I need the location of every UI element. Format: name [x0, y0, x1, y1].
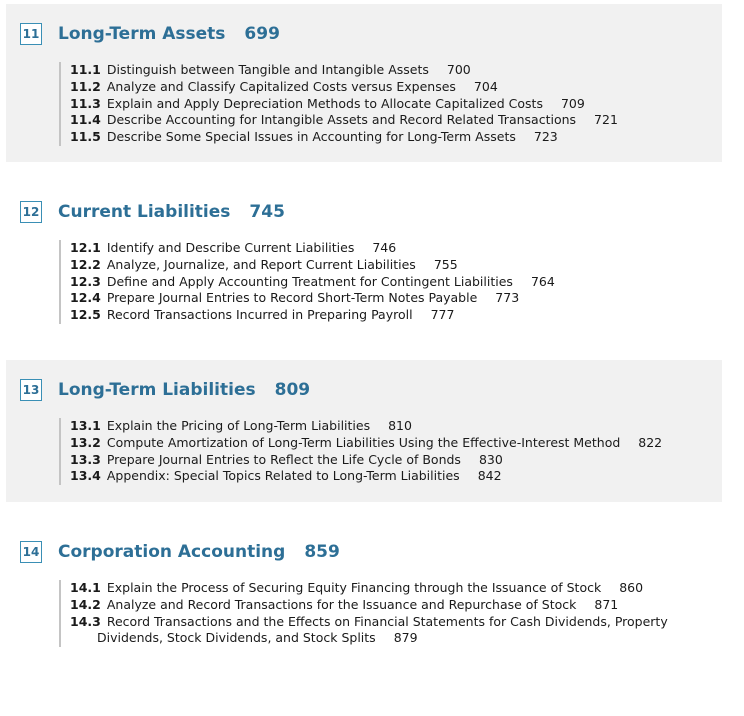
chapter-heading[interactable]	[20, 200, 285, 224]
section-page: 700	[446, 62, 471, 77]
chapter-number-badge: 14	[20, 541, 42, 563]
chapter-heading[interactable]	[20, 540, 340, 564]
chapter-heading[interactable]	[20, 22, 280, 46]
chapter-heading[interactable]	[20, 378, 310, 402]
section-number: 12.5	[70, 307, 101, 323]
section-item[interactable]	[70, 257, 699, 274]
section-title[interactable]: Record Transactions and the Effects on Financial Statements for Cash Dividends, Property Dividends, Stock Dividends, and Stock Splits	[97, 613, 668, 646]
chapter-title[interactable]: Long-Term Assets	[58, 24, 226, 44]
section-number: 14.2	[70, 596, 101, 612]
section-item[interactable]	[70, 240, 699, 257]
section-page: 723	[533, 129, 558, 145]
chapter-14	[6, 522, 722, 682]
section-title[interactable]: Identify and Describe Current Liabilities	[106, 240, 355, 255]
section-page: 704	[473, 78, 498, 94]
chapter-title[interactable]: Long-Term Liabilities	[58, 380, 256, 400]
section-title[interactable]: Record Transactions Incurred in Preparing Payroll	[106, 307, 413, 323]
section-page: 810	[388, 418, 412, 433]
section-item[interactable]	[70, 452, 699, 469]
section-title[interactable]: Define and Apply Accounting Treatment for Contingent Liabilities	[106, 273, 513, 289]
section-number: 11.4	[70, 112, 101, 128]
section-item[interactable]	[70, 274, 699, 291]
chapter-title[interactable]: Corporation Accounting	[58, 542, 286, 562]
section-title[interactable]: Prepare Journal Entries to Record Short-Term Notes Payable	[106, 290, 478, 306]
section-list	[59, 240, 699, 324]
section-item[interactable]	[70, 290, 699, 307]
section-title[interactable]: Distinguish between Tangible and Intangible Assets	[106, 62, 429, 77]
section-number: 12.1	[70, 240, 101, 255]
chapter-title[interactable]: Current Liabilities	[58, 202, 231, 222]
section-title[interactable]: Prepare Journal Entries to Reflect the Life Cycle of Bonds	[106, 451, 461, 467]
section-item[interactable]	[70, 597, 699, 614]
chapter-page: 809	[274, 380, 311, 400]
chapter-11	[6, 4, 722, 162]
section-item[interactable]	[70, 435, 699, 452]
section-number: 13.3	[70, 451, 101, 467]
section-page: 764	[530, 273, 555, 289]
section-item[interactable]	[70, 112, 699, 129]
section-page: 709	[560, 95, 585, 111]
section-number: 13.4	[70, 468, 101, 484]
section-title[interactable]: Explain and Apply Depreciation Methods to Allocate Capitalized Costs	[106, 95, 543, 111]
section-item[interactable]	[70, 468, 699, 485]
section-page: 842	[477, 468, 502, 484]
section-list	[59, 580, 699, 647]
chapter-number-badge: 13	[20, 379, 42, 401]
chapter-12	[6, 182, 722, 340]
section-title[interactable]: Compute Amortization of Long-Term Liabilities Using the Effective-Interest Method	[106, 434, 621, 450]
section-title[interactable]: Appendix: Special Topics Related to Long-Term Liabilities	[106, 468, 460, 484]
section-item[interactable]	[70, 62, 699, 79]
section-number: 14.1	[70, 580, 101, 595]
chapter-number-badge: 12	[20, 201, 42, 223]
section-number: 12.2	[70, 256, 101, 272]
section-item[interactable]	[70, 96, 699, 113]
section-title[interactable]: Analyze and Classify Capitalized Costs versus Expenses	[106, 78, 456, 94]
section-page: 746	[372, 240, 397, 255]
section-number: 12.3	[70, 273, 101, 289]
section-number: 13.1	[70, 418, 101, 433]
section-title[interactable]: Explain the Process of Securing Equity Financing through the Issuance of Stock	[106, 580, 602, 595]
section-item[interactable]	[70, 307, 699, 324]
chapter-page: 859	[304, 542, 340, 562]
section-number: 13.2	[70, 434, 101, 450]
section-list	[59, 62, 699, 146]
section-item[interactable]	[70, 614, 699, 648]
section-title[interactable]: Describe Some Special Issues in Accounting for Long-Term Assets	[106, 129, 516, 145]
section-page: 721	[594, 112, 618, 128]
section-item[interactable]	[70, 129, 699, 146]
section-list	[59, 418, 699, 485]
section-item[interactable]	[70, 79, 699, 96]
section-number: 14.3	[70, 613, 101, 629]
chapter-page: 745	[249, 202, 285, 222]
section-number: 11.1	[70, 62, 101, 77]
section-title[interactable]: Analyze and Record Transactions for the Issuance and Repurchase of Stock	[106, 596, 577, 612]
section-page: 773	[495, 290, 520, 306]
section-page: 755	[433, 256, 458, 272]
chapter-page: 699	[244, 24, 280, 44]
section-page: 860	[619, 580, 644, 595]
section-number: 11.5	[70, 129, 101, 145]
section-page: 830	[478, 451, 503, 467]
section-page: 777	[430, 307, 455, 323]
section-item[interactable]	[70, 418, 699, 435]
section-number: 11.3	[70, 95, 101, 111]
chapter-number-badge: 11	[20, 23, 42, 45]
section-number: 12.4	[70, 290, 101, 306]
section-number: 11.2	[70, 78, 101, 94]
section-page: 871	[594, 596, 619, 612]
section-title[interactable]: Explain the Pricing of Long-Term Liabilities	[106, 418, 371, 433]
section-item[interactable]	[70, 580, 699, 597]
section-title[interactable]: Analyze, Journalize, and Report Current Liabilities	[106, 256, 416, 272]
section-title[interactable]: Describe Accounting for Intangible Assets and Record Related Transactions	[106, 112, 577, 128]
section-page: 879	[393, 630, 418, 646]
chapter-13	[6, 360, 722, 502]
section-page: 822	[638, 434, 663, 450]
